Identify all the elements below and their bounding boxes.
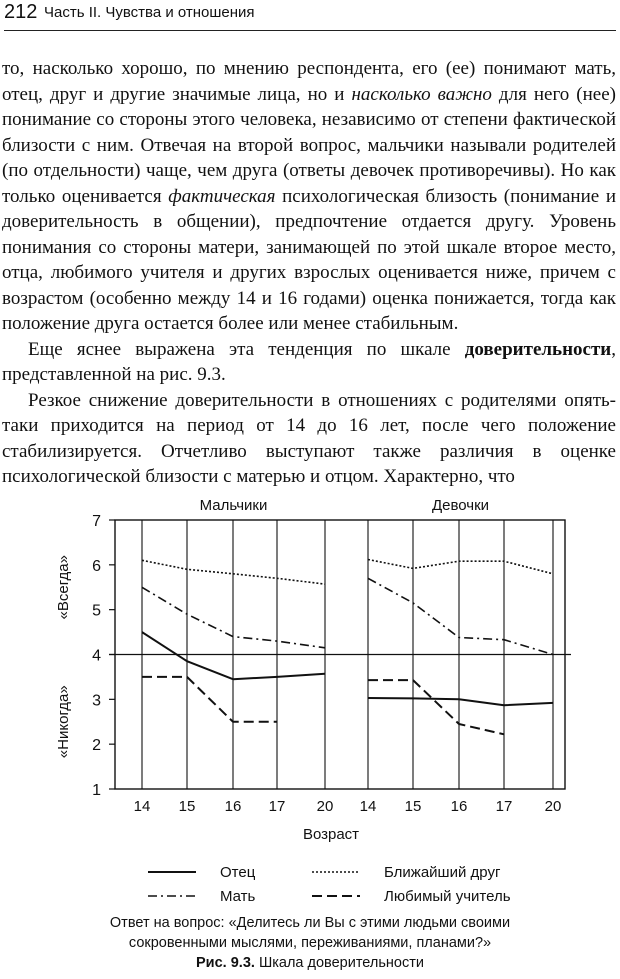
legend-label-father: Отец — [220, 864, 256, 881]
figure-chart — [0, 492, 620, 912]
x-tick-label-girls-14: 14 — [359, 798, 377, 815]
series-girls-teacher — [368, 680, 504, 734]
figure-label: Рис. 9.3. — [196, 955, 255, 971]
series-girls-father — [368, 698, 553, 705]
page-number: 212 — [4, 1, 38, 23]
panel-title-girls: Девочки — [431, 497, 490, 514]
p2-text-b: , представленной на рис. 9.3. — [2, 338, 616, 385]
series-girls-best-friend — [368, 560, 553, 574]
p1-emphasis-2: фактическая — [168, 185, 276, 207]
x-tick-label-girls-17: 17 — [495, 798, 513, 815]
x-tick-label-girls-20: 20 — [544, 798, 562, 815]
y-tick-label-7: 7 — [92, 513, 101, 530]
p2-bold-term: доверительности — [464, 338, 612, 360]
figure-title: Шкала доверительности — [258, 955, 424, 971]
series-boys-teacher — [142, 677, 277, 722]
running-title: Часть II. Чувства и отношения — [44, 4, 255, 21]
x-tick-label-boys-17: 17 — [268, 798, 286, 815]
y-tick-label-1: 1 — [92, 782, 101, 799]
y-tick-label-3: 3 — [92, 692, 101, 710]
p1-text-c: психологическая близость (понимание и доверительность в общении), предпочтение отдается другу. Уровень понимания со стороны матери, занимающей по этой шкале второе место, отца, любимого учителя и других взрослых оценивается ниже, причем с возрастом (особенно между 14 и 16 годами) оценка понижается, тогда как положение друга остается более или менее стабильным. — [2, 185, 616, 334]
p1-text-a: то, насколько хорошо, по мнению респондента, его (ее) понимают мать, отец, друг и другие значимые лица, но и — [2, 58, 616, 105]
running-header — [4, 0, 616, 31]
paragraph-2 — [2, 337, 616, 388]
y-label-never: «Никогда» — [55, 685, 72, 759]
caption-figure-line — [0, 953, 620, 973]
chart-svg — [0, 492, 620, 912]
paragraph-1 — [2, 56, 616, 337]
caption-question-line-2: сокровенными мыслями, переживаниями, планами?» — [128, 935, 492, 951]
paragraph-3: Резкое снижение доверительности в отношениях с родителями опять-таки приходится на период от 14 до 16 лет, после чего положение стабилизируется. Отчетливо выступают также различия в оценке психологической близости с матерью и отцом. Характерно, что — [2, 389, 616, 487]
legend-label-teacher: Любимый учитель — [384, 888, 511, 905]
p2-text-a: Еще яснее выражена эта тенденция по шкале — [28, 338, 465, 360]
y-label-always: «Всегда» — [55, 555, 72, 620]
figure-caption — [0, 913, 620, 973]
x-tick-label-boys-15: 15 — [178, 798, 196, 815]
body-text — [2, 56, 616, 490]
y-tick-label-4: 4 — [92, 647, 101, 665]
x-tick-label-girls-16: 16 — [450, 798, 468, 815]
x-tick-label-boys-14: 14 — [133, 798, 151, 815]
legend-label-best-friend: Ближайший друг — [384, 864, 501, 881]
x-axis-title: Возраст — [302, 826, 360, 843]
caption-question-line-1: Ответ на вопрос: «Делитесь ли Вы с этими людьми своими — [109, 915, 511, 931]
y-tick-label-2: 2 — [92, 737, 101, 755]
p1-emphasis-1: насколько важно — [351, 83, 492, 105]
legend-label-mother: Мать — [220, 888, 256, 905]
x-tick-label-boys-20: 20 — [316, 798, 334, 815]
x-tick-label-girls-15: 15 — [404, 798, 422, 815]
panel-title-boys: Мальчики — [199, 497, 268, 514]
series-girls-mother — [368, 578, 553, 654]
y-tick-label-5: 5 — [92, 602, 101, 620]
x-tick-label-boys-16: 16 — [224, 798, 242, 815]
y-tick-label-6: 6 — [92, 557, 101, 575]
p1-text-b: для него (нее) понимание со стороны этого человека, независимо от степени фактической близости с ним. Отвечая на второй вопрос, мальчики называли родителей (по отдельности) чаще, чем друга (ответы девочек противоречивы). Но как только оценивается — [2, 83, 616, 207]
